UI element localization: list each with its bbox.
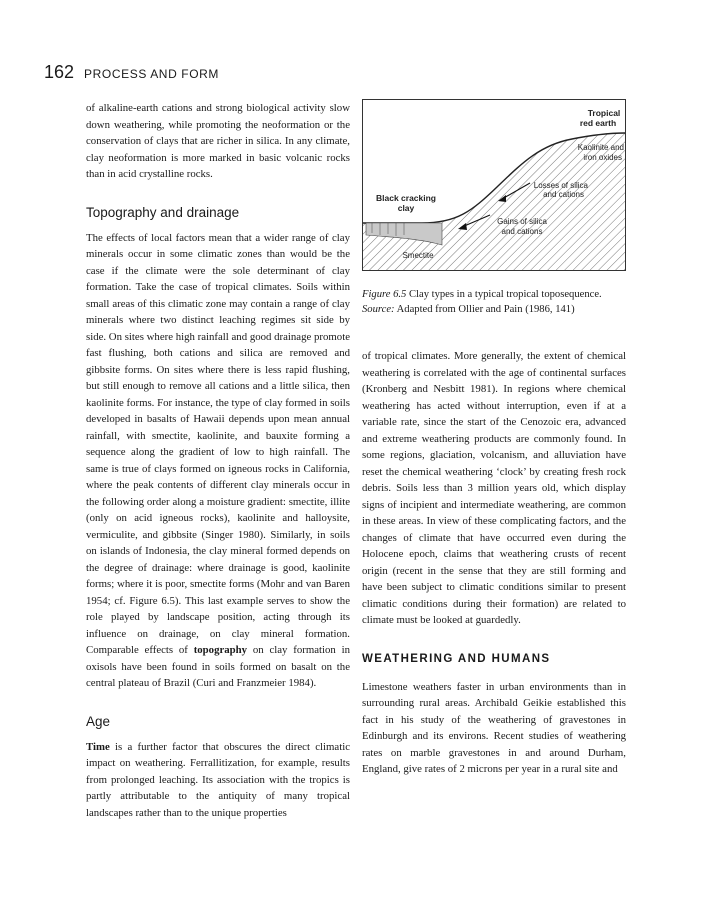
- source-line: [362, 303, 626, 318]
- bold-term-topography: topography: [193, 644, 248, 656]
- paragraph-intro: of alkaline-earth cations and strong biological activity slow down weathering, while promoting the neoformation or the conservation of clays that are richer in silica. In any climate, clay neoformation is more marked in basic volcanic rocks than in acid crystalline rocks.: [86, 102, 350, 180]
- caption-source-text: Adapted from Ollier and Pain (1986, 141): [394, 303, 575, 315]
- paragraph-humans: Limestone weathers faster in urban environments than in surrounding rural areas. Archibald Geikie established this fact in his study of the weathering of gravestones in Edinburgh and its environs. Recent studies of weathering rates on marble gravestones in and around Durham, England, give rates of 2 microns per year in a rural site and: [362, 680, 626, 775]
- paragraph-age-text: is a further factor that obscures the direct climatic impact on weathering. Ferrallitization, for example, results from prolonged leaching. Its association with the tropics is partly attributable to the antiquity of many tropical landscapes rather than to the unique properties: [86, 740, 350, 819]
- label-tropical-1: Tropical: [587, 108, 621, 118]
- paragraph-topography: [86, 230, 350, 692]
- toposequence-diagram: [362, 99, 626, 271]
- caption-line: [362, 288, 626, 303]
- caption-text: Clay types in a typical tropical toposequence.: [406, 289, 602, 300]
- caption-source-label: Source:: [362, 303, 395, 315]
- heading-age: Age: [86, 713, 111, 729]
- right-column: [362, 348, 626, 778]
- paragraph-topography-part-a: The effects of local factors mean that a wider range of clay minerals occur in some climatic zones than would be the case if the climate were the sole determinant of clay formation. Take the case of tropical climates. Soils within small areas of this climatic zone may contain a range of clay minerals where two distinct leaching regimes sit side by side. On sites where high rainfall and good drainage promote fast flushing, both cations and silica are removed and gibbsite forms. On sites where there is less rapid flushing, but still enough to remove all cations and a little silica, then kaolinite forms. For instance, the type of clay formed in soils developed in basalts of Hawaii depends upon mean annual rainfall, with smectite, kaolinite, and bauxite forming a sequence along the gradient of low to high rainfall. The same is true of clays formed on igneous rocks in California, where the peak contents of different clay minerals occur in the following order along a moisture gradient: smectite, illite (only on acid igneous rocks), kaolinite and halloysite, vermiculite, and gibbsite (Singer 1980). Similarly, in soils on islands of Indonesia, the clay mineral formed depends on the degree of drainage: where drainage is good, kaolinite forms; where it is poor, smectite forms (Mohr and van Baren 1954; cf. Figure 6.5). This last example serves to show the role played by landscape position, acting through its influence on drainage, on clay mineral formation. Comparable effects of: [86, 231, 350, 656]
- figure-caption: [362, 288, 626, 317]
- label-losses-2: and cations: [543, 190, 584, 199]
- paragraph-continued: of tropical climates. More generally, the extent of chemical weathering is correlated with the age of continental surfaces (Kronberg and Nesbitt 1981). In regions where chemical weathering has acted without interruption, even if at a variable rate, since the start of the Cenozoic era, advanced and extreme weathering products are commonly found. In some regions, glaciation, volcanism, and alluviation have reset the chemical weathering ‘clock’ by creating fresh rock debris. Soils less than 3 million years old, which display signs of incipient and intermediate weathering, are common in these areas. In view of these complicating factors, and the changes of climate that have occurred even during the Holocene epoch, claims that weathering crusts of recent origin (recent in the sense that they are still forming and have been subject to climatic conditions similar to present climatic conditions during their formation) are related to climate must be looked at guardedly.: [362, 350, 626, 626]
- label-losses-1: Losses of silica: [533, 181, 588, 190]
- figure-6-5: [362, 99, 626, 317]
- running-head: [44, 62, 219, 83]
- running-title: PROCESS AND FORM: [84, 67, 219, 81]
- heading-topography: Topography and drainage: [86, 204, 240, 220]
- left-column: [86, 100, 350, 821]
- page-number: 162: [44, 62, 75, 82]
- caption-figure-label: Figure 6.5: [362, 289, 407, 300]
- bold-term-time: Time: [86, 740, 110, 753]
- label-kaolinite-1: Kaolinite and: [577, 143, 624, 152]
- label-black-cracking-2: clay: [397, 203, 415, 213]
- paragraph-topography-part-b: on clay formation in oxisols have been found in soils formed on basalt on the central plateau of Brazil (Curi and Franzmeier 1984).: [86, 644, 350, 689]
- heading-weathering-humans: WEATHERING AND HUMANS: [362, 652, 551, 665]
- label-gains-1: Gains of silica: [497, 217, 547, 226]
- label-black-cracking-1: Black cracking: [375, 193, 437, 203]
- label-smectite: Smectite: [402, 251, 434, 260]
- label-tropical-2: red earth: [579, 118, 617, 128]
- label-kaolinite-2: iron oxides: [583, 153, 622, 162]
- label-gains-2: and cations: [501, 227, 543, 236]
- paragraph-age: [86, 739, 350, 822]
